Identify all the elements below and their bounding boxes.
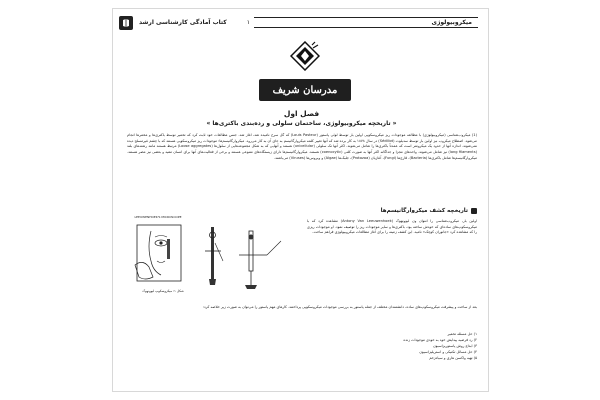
chapter-subtitle: « تاریخچه میکروبیولوژی، ساختمان سلولی و رده‌بندی باکتری‌ها » [206, 120, 397, 127]
logo-text: مدرسان شریف [259, 79, 351, 101]
header-book-title: کتاب آمادگی کارشناسی ارشد [139, 19, 227, 26]
list-item: ۵) تهیه واکسن هاری و سیاه‌زخم [429, 356, 477, 361]
section-heading-text: تاریخچه کشف میکروارگانیسم‌ها [380, 208, 468, 214]
closing-paragraph: بعد از ساخت و پیشرفت میکروسکوپ‌های ساده، دانشمندان مختلف از جمله پاستور به بررسی موجودات میکروسکوپی پرداختند. کارهای مهم پاستور را می‌توان به صورت زیر خلاصه کرد: [202, 305, 477, 309]
header-bar [254, 17, 478, 28]
logo-emblem-icon [290, 41, 320, 71]
page-number: ۱ [246, 19, 251, 26]
intro-paragraph: (1) میکروب‌شناسی (میکروبیولوژی) با مطالعه موجودات ریز میکروسکوپی اولین بار توسط لوئی پاستور (Louis Pasteur) که گل سرخ نامیده شد، آغاز شد. جنس مطالعات خود ثابت کرد که تخمیر توسط باکتری‌ها و مخمرها انجام می‌شود. اصطلاح میکروب نیز اولین بار توسط سدیلوت (Sédillot) در سال ۱۸۷۸ به کار برده شد که آنها تغییر کلمه میکروارگانیسم به جای آن به کار می‌رود. میکروارگانیسم‌ها: موجودات ریز میکروسکوپی هستند که با چشم غیرمسلح دیده نمی‌شوند. اندازه آنها از حدود یک میکرومتر است که عمدتاً باکتری‌ها را شامل می‌شوند. اکثر آنها تک سلولی (unicellular) هستند و آنهایی که به شکل مجموعه‌هایی از سلول‌ها (Loose aggregates) مرتبط هستند مانند رشته‌های بلند (long filaments) نیز شامل می‌شوند. واحدهای مجزا و جداگانه اکثر آنها به صورت کلنی (coenocytic) هستند. میکروارگانیسم‌ها دارای زیستگاه‌های متنوعی هستند و برخی از فعالیت‌های آنها برای انسان مفید و بعضی نیز مضر هستند. میکروارگانیسم‌ها شامل باکتری‌ها (Bacteria)، قارچ‌ها (Fungi)، آغازیان (Protozoa)، جلبک‌ها (Algae) و ویروس‌ها (Viruses) می‌باشند. [127, 133, 477, 160]
publisher-logo [259, 41, 351, 103]
list-item: ۳) ابداع روش پاستوریزاسیون [432, 344, 477, 349]
history-paragraph: اولین بار، میکروب‌شناسی را آنتوان ون لیوونهوک (Antony Van Leeuwenhoek) مشاهده کرد که با میکروسکوپ‌های ساده‌ای که خودش ساخته بود، باکتری‌ها و سایر موجودات ریز را توصیف نمود. او موجودات ریزی را که مشاهده کرد «جانوران کوچک» نامید. این کشف زمینه را برای آغاز مطالعات میکروبیولوژی فراهم ساخت. [307, 219, 477, 235]
list-item: ۲) رد فرضیه پیدایش خود به خودی موجودات زنده [403, 338, 477, 343]
section-heading [307, 208, 477, 214]
pasteur-achievements-list [127, 331, 477, 361]
header-section-title: میکروبیولوژی [431, 19, 472, 26]
chapter-title: فصل اول [283, 109, 320, 118]
microscope-figure [127, 215, 299, 297]
list-item: ۴) حل مسائل تکنیکی و استریلیزاسیون [419, 350, 477, 355]
list-item: ۱) حل مسئله تخمیر [447, 332, 477, 336]
figure-top-label: LEEUWENHOEK'S MICROSCOPE [134, 215, 182, 219]
section-bullet-icon [471, 208, 477, 214]
book-logo-icon [119, 16, 133, 30]
document-page [112, 8, 489, 392]
page-header [119, 15, 482, 30]
leeuwenhoek-illustration [127, 221, 299, 293]
figure-caption: شکل ۱: میکروسکوپ لیوونهوک [142, 289, 184, 293]
